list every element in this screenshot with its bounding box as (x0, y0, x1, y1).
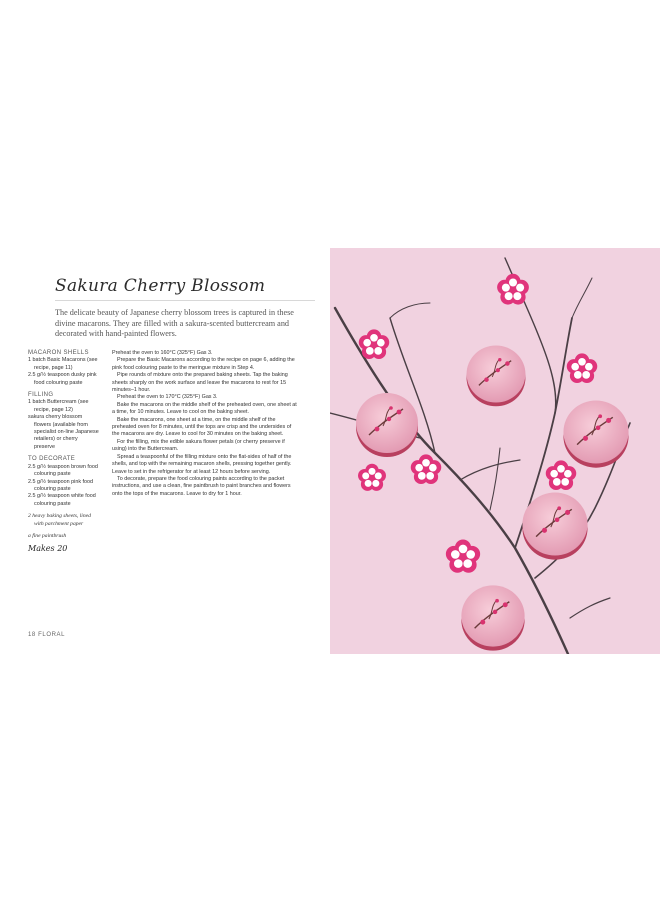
recipe-title: Sakura Cherry Blossom (55, 276, 266, 296)
macaron (356, 393, 418, 457)
ingredient-line: 2.5 g/½ teaspoon dusky pink food colouring paste (28, 372, 97, 386)
blossom-flower (359, 329, 389, 359)
macaron-photo (330, 248, 660, 654)
macaron (563, 401, 628, 468)
ingredient-line: 2.5 g/½ teaspoon pink food colouring paste (28, 478, 94, 492)
blossom-flower (446, 539, 480, 572)
method-step: Bake the macarons, one sheet at a time, on the middle shelf of the preheated oven for 8 minutes, until the tops are crisp and the undersides of the macarons are dry. Leave to cool for 30 minutes on the baking sheet. (112, 416, 292, 438)
blossom-flower (411, 454, 441, 484)
ingredients-list (28, 350, 100, 553)
equipment-line: 2 heavy baking sheets, lined with parchment paper (28, 513, 91, 527)
decorate-heading: TO DECORATE (28, 456, 76, 463)
method-step: Preheat the oven to 170°C (325°F) Gas 3. (117, 394, 218, 401)
ingredient-line: 1 batch Basic Macarons (see recipe, page 11) (28, 357, 98, 371)
method-step: Bake the macarons on the middle shelf of the preheated oven, one sheet at a time, for 10 minutes. Leave to cool on the baking sheet. (112, 401, 297, 416)
macaron (461, 585, 524, 650)
blossom-flower (567, 353, 597, 383)
filling-heading: FILLING (28, 392, 54, 399)
title-divider (55, 300, 315, 301)
ingredient-line: 2.5 g/½ teaspoon white food colouring paste (28, 493, 96, 507)
blossom-flower (497, 274, 529, 305)
macaron-illustration (330, 248, 660, 654)
method-text (112, 350, 298, 498)
ingredient-line: sakura cherry blossom flowers (available from specialist on-line Japanese retailers) or cherry preserve (28, 414, 99, 450)
method-step: Spread a teaspoonful of the filling mixture onto the flat-sides of half of the shells, and top with the remaining macaron shells, pressing together gently. Leave to set in the refrigerator for at least 12 hours before serving. (112, 453, 292, 475)
blossom-flower (358, 464, 386, 491)
ingredient-line: 1 batch Buttercream (see recipe, page 12) (28, 399, 89, 413)
method-step: Pipe rounds of mixture onto the prepared baking sheets. Tap the baking sheets sharply on the work surface and leave the macarons to rest for 15 minutes–1 hour. (112, 372, 288, 394)
ingredient-line: 2.5 g/½ teaspoon brown food colouring paste (28, 463, 98, 478)
page-folio: 18 FLORAL (28, 632, 66, 638)
macaron (522, 493, 587, 560)
yield: Makes 20 (28, 544, 68, 554)
blossom-flower (546, 460, 576, 490)
macaron (467, 346, 526, 407)
shells-heading: MACARON SHELLS (28, 350, 89, 356)
recipe-intro: The delicate beauty of Japanese cherry blossom trees is captured in these divine macarons. They are filled with a sakura-scented buttercream and decorated with hand-painted flowers. (55, 308, 294, 338)
method-step: Preheat the oven to 160°C (325°F) Gas 3. (112, 350, 213, 356)
method-step: For the filling, mix the edible sakura flower petals (or cherry preserve if using) into the Buttercream. (112, 438, 285, 453)
equipment-line: a fine paintbrush (28, 532, 67, 539)
method-step: Prepare the Basic Macarons according to the recipe on page 6, adding the pink food colouring paste to the meringue mixture in Step 4. (112, 357, 295, 371)
method-step: To decorate, prepare the food colouring paints according to the packet instructions, and use a clean, fine paintbrush to paint branches and flowers onto the tops of the macarons. Leave to dry for 1 hour. (112, 475, 291, 497)
